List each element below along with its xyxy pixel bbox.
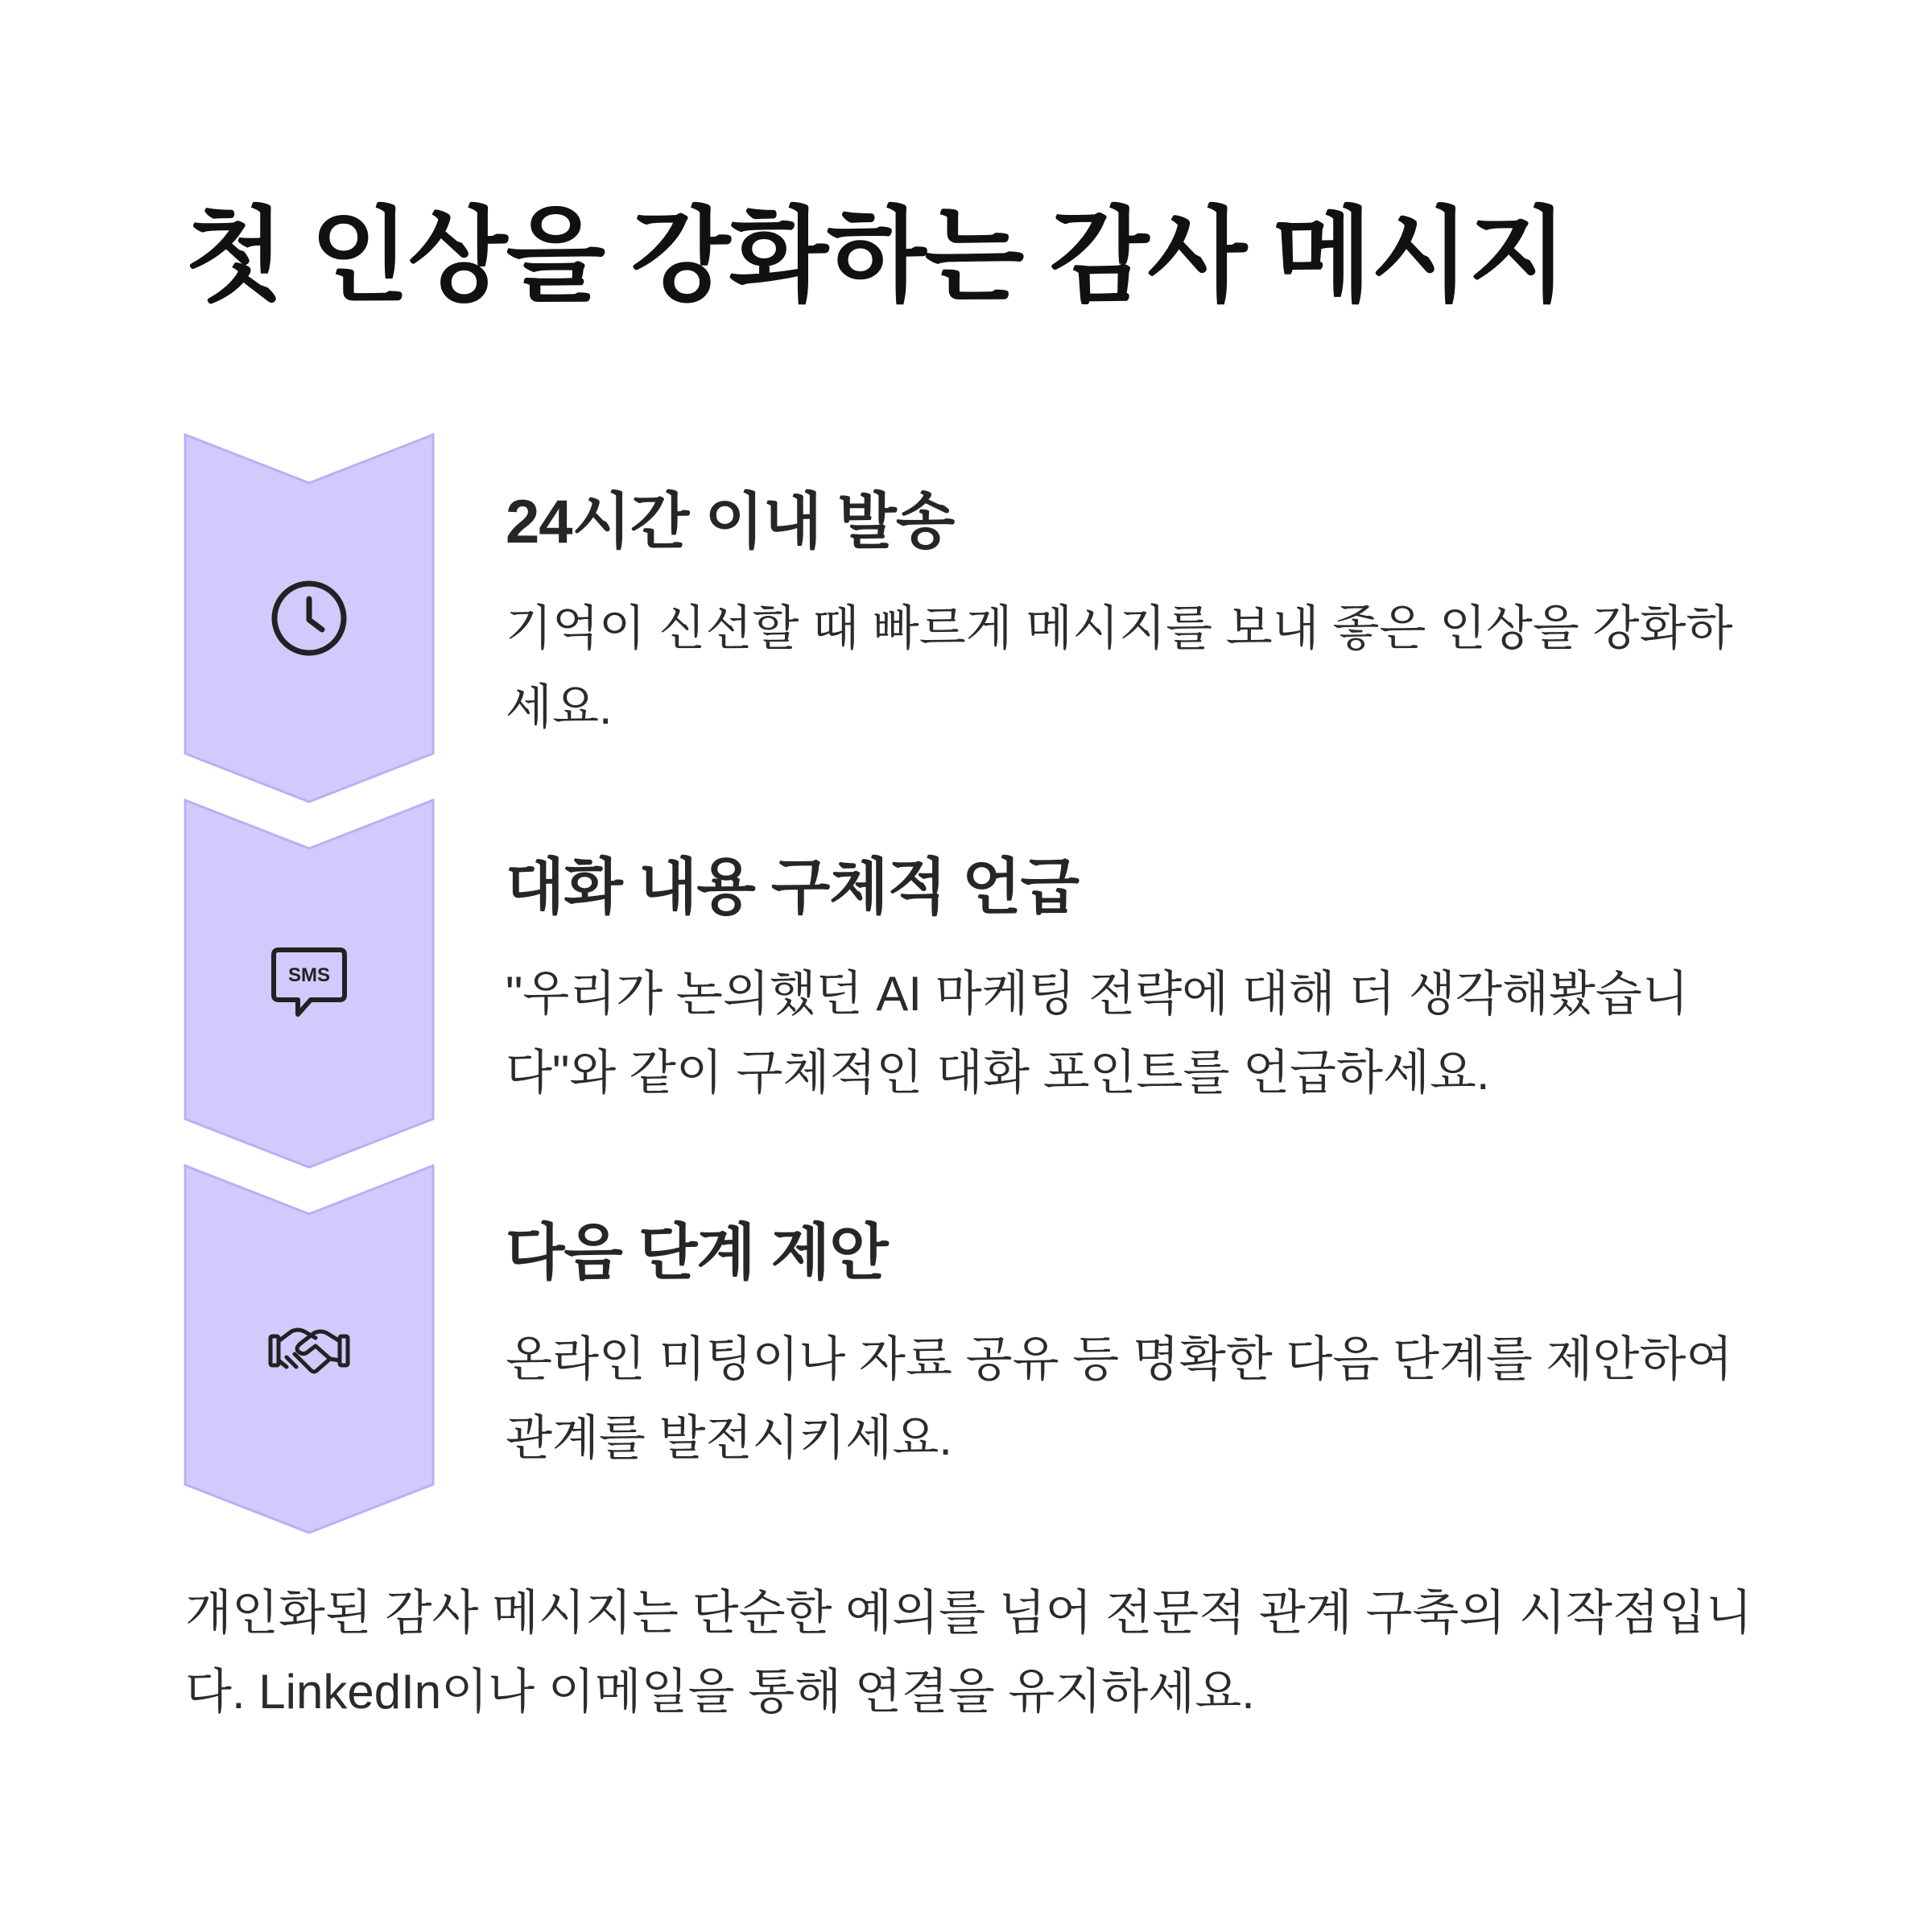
step-heading: 대화 내용 구체적 언급 [506, 853, 1080, 922]
footer-text: 개인화된 감사 메시지는 단순한 예의를 넘어 전문적 관계 구축의 시작점입니다. LinkedIn이나 이메일을 통해 연결을 유지하세요. [185, 1586, 1752, 1719]
clock-icon [269, 578, 349, 658]
step-heading: 다음 단계 제안 [506, 1219, 888, 1287]
page-title: 첫 인상을 강화하는 감사 메시지 [185, 199, 1567, 314]
sms-icon-label: SMS [287, 964, 331, 986]
sms-icon [269, 943, 349, 1024]
step-mention-conversation [0, 799, 1932, 1169]
step-description: 기억이 신선할 때 빠르게 메시지를 보내 좋은 인상을 강화하세요. [506, 601, 1733, 734]
step-propose-next-step [0, 1164, 1932, 1534]
step-heading: 24시간 이내 발송 [506, 488, 955, 556]
step-send-within-24h [0, 433, 1932, 803]
handshake-icon [269, 1314, 349, 1394]
step-description: 온라인 미팅이나 자료 공유 등 명확한 다음 단계를 제안하여 관계를 발전시키세요. [506, 1332, 1733, 1465]
step-description: "우리가 논의했던 AI 마케팅 전략에 대해 더 생각해봤습니다"와 같이 구체적인 대화 포인트를 언급하세요. [506, 967, 1689, 1100]
